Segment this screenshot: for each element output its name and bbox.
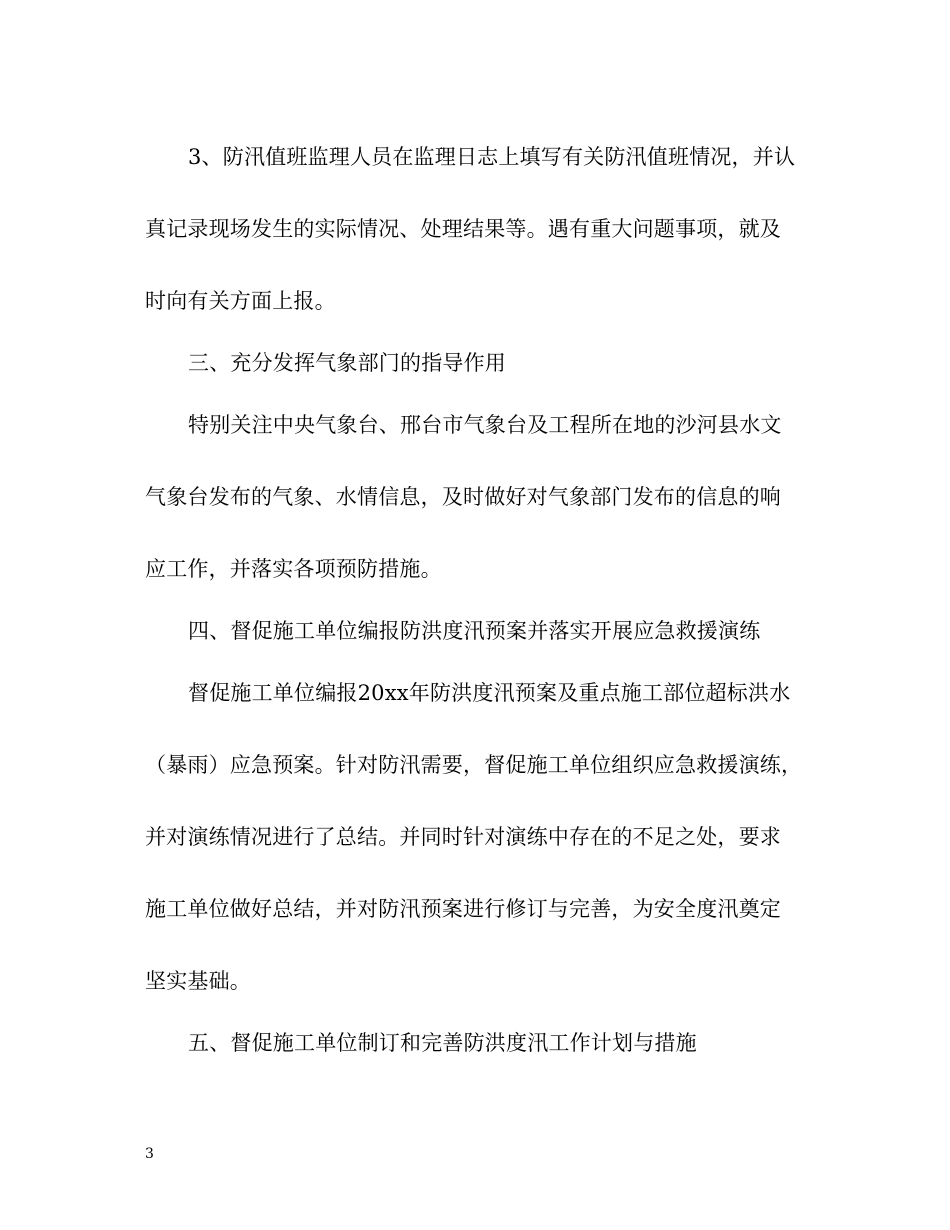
paragraph-3-line-4: 施工单位做好总结，并对防汛预案进行修订与完善，为安全度汛奠定 [145, 897, 781, 921]
section-heading-5: 五、督促施工单位制订和完善防洪度汛工作计划与措施 [188, 1031, 697, 1055]
paragraph-2-line-3: 应工作，并落实各项预防措施。 [145, 557, 442, 581]
paragraph-3-line-2: （暴雨）应急预案。针对防汛需要，督促施工单位组织应急救援演练， [145, 753, 803, 777]
section-heading-4: 四、督促施工单位编报防洪度汛预案并落实开展应急救援演练 [188, 619, 761, 643]
paragraph-3-line-5: 坚实基础。 [145, 969, 251, 993]
paragraph-1-line-1: 3、防汛值班监理人员在监理日志上填写有关防汛值班情况，并认 [188, 145, 796, 169]
paragraph-1-line-3: 时向有关方面上报。 [145, 289, 336, 313]
paragraph-2-line-1: 特别关注中央气象台、邢台市气象台及工程所在地的沙河县水文 [188, 413, 782, 437]
paragraph-2-line-2: 气象台发布的气象、水情信息，及时做好对气象部门发布的信息的响 [145, 485, 781, 509]
page-number: 3 [145, 1146, 154, 1162]
paragraph-3-line-3: 并对演练情况进行了总结。并同时针对演练中存在的不足之处，要求 [145, 825, 781, 849]
section-heading-3: 三、充分发挥气象部门的指导作用 [188, 351, 506, 375]
paragraph-1-line-2: 真记录现场发生的实际情况、处理结果等。遇有重大问题事项，就及 [145, 217, 781, 241]
paragraph-3-line-1: 督促施工单位编报20xx年防洪度汛预案及重点施工部位超标洪水 [188, 681, 791, 705]
